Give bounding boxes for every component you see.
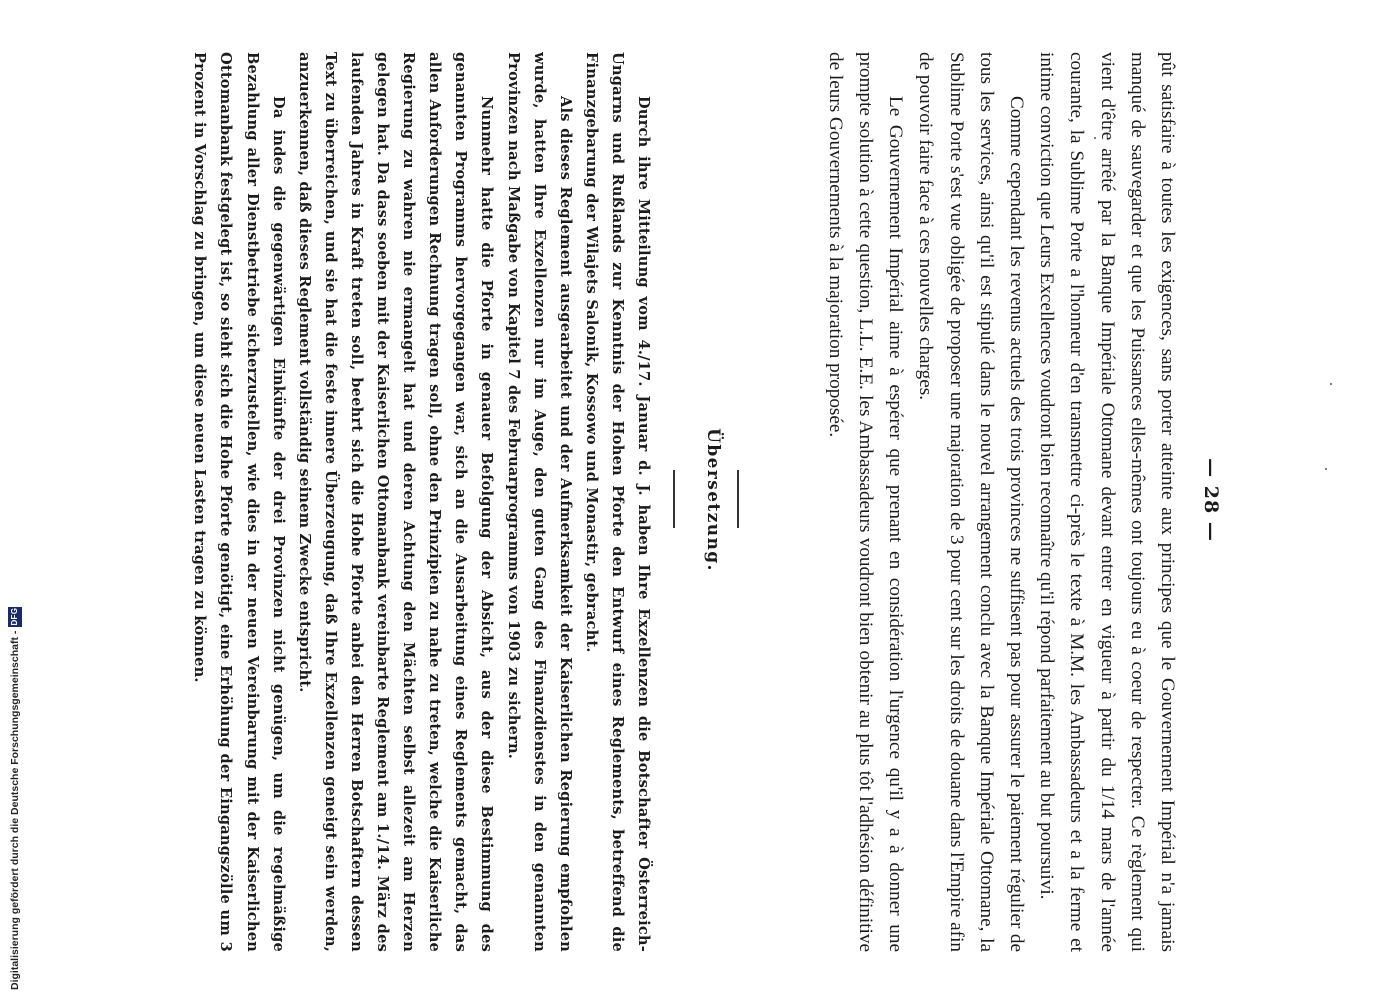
credit-text: Digitalisierung gefördert durch die Deutsche Forschungsgemeinschaft - bbox=[9, 630, 21, 990]
dfg-logo: DFG bbox=[8, 607, 22, 627]
french-paragraph: pût satisfaire à toutes les exigences, sans porter atteinte aux principes que le Gouvernement Impérial n'a jamais manqué de sauvegarder et que les Puissances elles-mêmes ont toujours eu à coeur de respecter. Ce règlement qui vient d'être arrêté par la Banque Impériale Ottomane devant entrer en vigueur à partir du 1/14 mars de l'année courante, la Sublime Porte a l'honneur d'en transmettre ci-près le texte à M.M. les Ambassadeurs et a la ferme et intime conviction que Leurs Excellences voudront bien reconnaître qu'il répond parfaitement au but poursuivi. bbox=[1036, 52, 1178, 952]
scanned-page bbox=[150, 0, 1240, 1000]
german-paragraph: Da indes die gegenwärtigen Einkünfte der drei Provinzen nicht genügen, um die regelmäßige Bezahlung aller Dienstbetriebe sicherzustellen, wie dies in der neuen Vereinbarung mit der Kaiserlichen Ottomanbank festgelegt ist, so sieht sich die Hohe Pforte genötigt, eine Erhöhung der Eingangszölle um 3 Prozent in Vorschlag zu bringen, um diese neuen Lasten tragen zu können. bbox=[191, 52, 287, 952]
german-paragraph: Nunmehr hatte die Pforte in genauer Befolgung der Absicht, aus der diese Bestimmung des genannten Programms hervorgegangen war, sich an die Ausarbeitung eines Reglements gemacht, das allen Anforderungen Rechnung tragen soll, ohne den Prinzipien zu nahe zu treten, welche die Kaiserliche Regierung zu wahren nie ermangelt hat und deren Achtung den Mächten selbst allezeit am Herzen gelegen hat. Da dass soeben mit der Kaiserlichen Ottomanbank vereinbarte Reglement am 1./14. März des laufenden Jahres in Kraft treten soll, beehrt sich die Hohe Pforte anbei den Herren Botschaftern dessen Text zu überreichen, und sie hat die feste innere Überzeugung, daß Ihre Exzellenzen geneigt sein werden, anzuerkennen, daß dieses Reglement vollständig seinem Zwecke entspricht. bbox=[295, 52, 496, 952]
french-paragraph: Comme cependant les revenus actuels des trois provinces ne suffisent pas pour assurer le paiement régulier de tous les services, ainsi qu'il est stipulé dans le nouvel arrangement conclu avec la Banque Impériale Ottomane, la Sublime Porte s'est vue obligée de proposer une majoration de 3 pour cent sur les droits de douane dans l'Empire afin de pouvoir faire face à ces nouvelles charges. bbox=[915, 52, 1027, 952]
divider bbox=[738, 470, 740, 528]
german-translation-text bbox=[186, 52, 656, 952]
scan-speck bbox=[1094, 137, 1096, 139]
scan-speck bbox=[1330, 383, 1332, 385]
divider bbox=[674, 470, 676, 528]
scan-speck bbox=[1325, 468, 1327, 470]
french-text bbox=[820, 52, 1182, 952]
translation-heading: Übersetzung. bbox=[703, 428, 723, 572]
page-number: — 28 — bbox=[1200, 458, 1222, 542]
digitization-credit bbox=[7, 600, 23, 990]
french-paragraph: Le Gouvernement Impérial aime à espérer que prenant en considération l'urgence qu'il y a à donner une prompte solution à cette question, L.L. E.E. les Ambassadeurs voudront bien obtenir au plus tôt l'adhésion définitive de leurs Gouvernements à la majoration proposée. bbox=[824, 52, 907, 952]
german-paragraph: Durch ihre Mitteilung vom 4./17. Januar d. J. haben Ihre Exzellenzen die Botschafter Österreich-Ungarns und Rußlands zur Kenntnis der Hohen Pforte den Entwurf eines Reglements, betreffend die Finanzgebarung der Wilajets Salonik, Kossowo und Monastir, gebracht. bbox=[582, 52, 652, 952]
german-paragraph: Als dieses Reglement ausgearbeitet und der Aufmerksamkeit der Kaiserlichen Regierung empfohlen wurde, hatten Ihre Exzellenzen nur im Auge, den guten Gang des Finanzdienstes in den genannten Provinzen nach Maßgabe von Kapitel 7 des Februarprogramms von 1903 zu sichern. bbox=[504, 52, 574, 952]
